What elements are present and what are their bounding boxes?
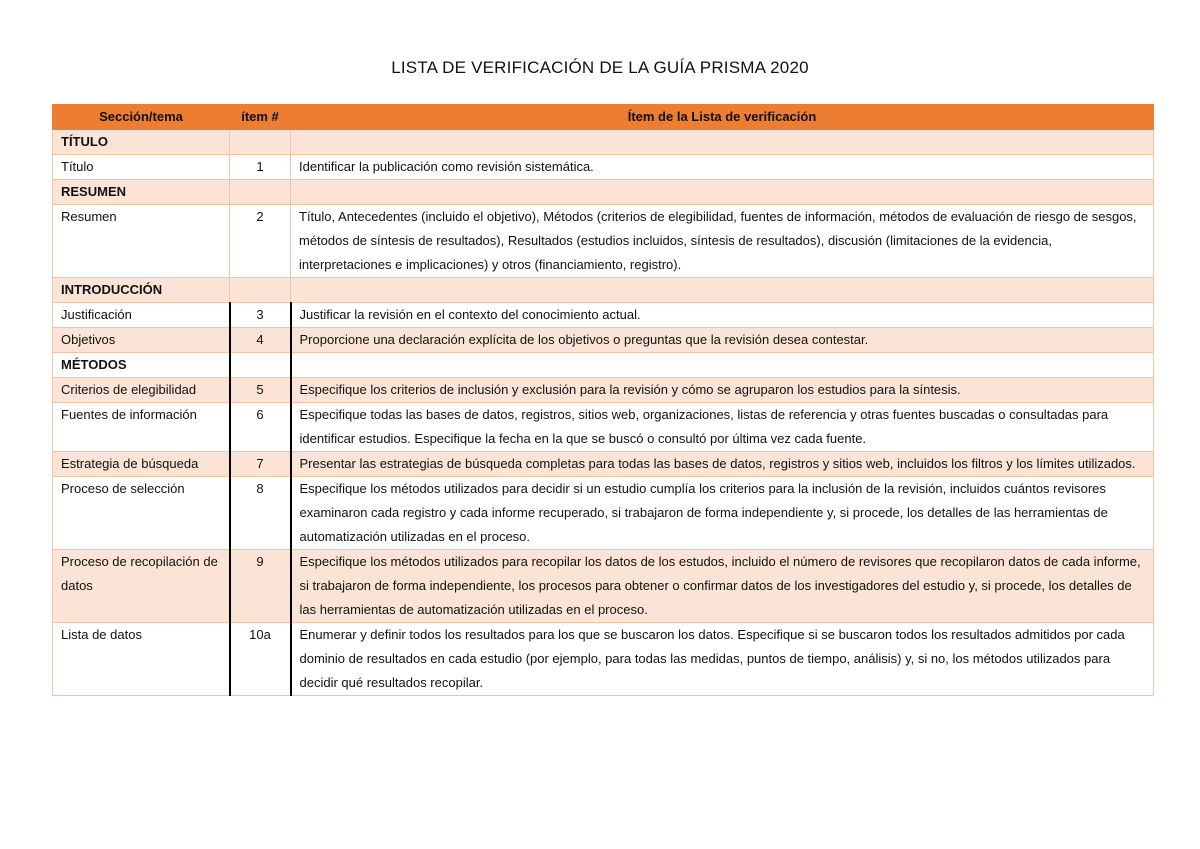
item-number-cell: 7 xyxy=(230,452,291,477)
item-number-cell: 4 xyxy=(230,328,291,353)
section-cell: Fuentes de información xyxy=(53,403,230,452)
section-cell: Estrategia de búsqueda xyxy=(53,452,230,477)
checklist-item-cell: Justificar la revisión en el contexto del conocimiento actual. xyxy=(291,303,1154,328)
section-cell: Lista de datos xyxy=(53,623,230,696)
item-number-cell: 6 xyxy=(230,403,291,452)
header-item: Ítem de la Lista de verificación xyxy=(291,105,1154,130)
section-header-row xyxy=(53,180,1154,205)
section-cell: Proceso de selección xyxy=(53,477,230,550)
item-number-cell: 9 xyxy=(230,550,291,623)
section-heading: MÉTODOS xyxy=(53,353,230,378)
checklist-item-cell xyxy=(291,278,1154,303)
item-number-cell: 5 xyxy=(230,378,291,403)
table-row xyxy=(53,155,1154,180)
header-section: Sección/tema xyxy=(53,105,230,130)
section-heading: INTRODUCCIÓN xyxy=(53,278,230,303)
item-number-cell xyxy=(230,278,291,303)
checklist-item-cell xyxy=(291,130,1154,155)
table-row xyxy=(53,550,1154,623)
checklist-item-cell: Título, Antecedentes (incluido el objetivo), Métodos (criterios de elegibilidad, fuentes de información, métodos de evaluación de riesgo de sesgos, métodos de síntesis de resultados), Resultados (estudios incluidos, síntesis de resultados), discusión (limitaciones de la evidencia, interpretaciones e implicaciones) y otros (financiamiento, registro). xyxy=(291,205,1154,278)
table-row xyxy=(53,303,1154,328)
table-row xyxy=(53,403,1154,452)
checklist-item-cell: Identificar la publicación como revisión sistemática. xyxy=(291,155,1154,180)
checklist-item-cell xyxy=(291,180,1154,205)
table-row xyxy=(53,205,1154,278)
section-header-row xyxy=(53,130,1154,155)
section-cell: Resumen xyxy=(53,205,230,278)
item-number-cell: 1 xyxy=(230,155,291,180)
table-row xyxy=(53,623,1154,696)
checklist-item-cell xyxy=(291,353,1154,378)
checklist-item-cell: Especifique los métodos utilizados para decidir si un estudio cumplía los criterios para la inclusión de la revisión, incluidos cuántos revisores examinaron cada registro y cada informe recuperado, si trabajaron de forma independiente y, si procede, los detalles de las herramientas de automatización utilizadas en el proceso. xyxy=(291,477,1154,550)
header-number: ítem # xyxy=(230,105,291,130)
table-row xyxy=(53,328,1154,353)
checklist-item-cell: Especifique los métodos utilizados para recopilar los datos de los estudos, incluido el número de revisores que recopilaron datos de cada informe, si trabajaron de forma independiente, los procesos para obtener o confirmar datos de los investigadores del estudio y, si procede, los detalles de las herramientas de automatización utilizadas en el proceso. xyxy=(291,550,1154,623)
section-cell: Título xyxy=(53,155,230,180)
section-header-row xyxy=(53,353,1154,378)
section-cell: Criterios de elegibilidad xyxy=(53,378,230,403)
item-number-cell: 8 xyxy=(230,477,291,550)
header-row xyxy=(53,105,1154,130)
section-cell: Proceso de recopilación de datos xyxy=(53,550,230,623)
document-title: LISTA DE VERIFICACIÓN DE LA GUÍA PRISMA 2020 xyxy=(391,58,809,77)
checklist-item-cell: Especifique todas las bases de datos, registros, sitios web, organizaciones, listas de referencia y otras fuentes buscadas o consultadas para identificar estudios. Especifique la fecha en la que se buscó o consultó por última vez cada fuente. xyxy=(291,403,1154,452)
table-row xyxy=(53,452,1154,477)
item-number-cell xyxy=(230,130,291,155)
checklist-item-cell: Especifique los criterios de inclusión y exclusión para la revisión y cómo se agruparon los estudios para la síntesis. xyxy=(291,378,1154,403)
section-header-row xyxy=(53,278,1154,303)
item-number-cell xyxy=(230,353,291,378)
checklist-item-cell: Presentar las estrategias de búsqueda completas para todas las bases de datos, registros y sitios web, incluidos los filtros y los límites utilizados. xyxy=(291,452,1154,477)
checklist-item-cell: Proporcione una declaración explícita de los objetivos o preguntas que la revisión desea contestar. xyxy=(291,328,1154,353)
checklist-item-cell: Enumerar y definir todos los resultados para los que se buscaron los datos. Especifique si se buscaron todos los resultados admitidos por cada dominio de resultados en cada estudio (por ejemplo, para todas las medidas, puntos de tiempo, análisis) y, si no, los métodos utilizados para decidir qué resultados recopilar. xyxy=(291,623,1154,696)
checklist-table xyxy=(52,104,1154,696)
section-heading: RESUMEN xyxy=(53,180,230,205)
item-number-cell: 3 xyxy=(230,303,291,328)
item-number-cell: 2 xyxy=(230,205,291,278)
section-heading: TÍTULO xyxy=(53,130,230,155)
item-number-cell: 10a xyxy=(230,623,291,696)
section-cell: Justificación xyxy=(53,303,230,328)
item-number-cell xyxy=(230,180,291,205)
table-row xyxy=(53,477,1154,550)
table-row xyxy=(53,378,1154,403)
section-cell: Objetivos xyxy=(53,328,230,353)
